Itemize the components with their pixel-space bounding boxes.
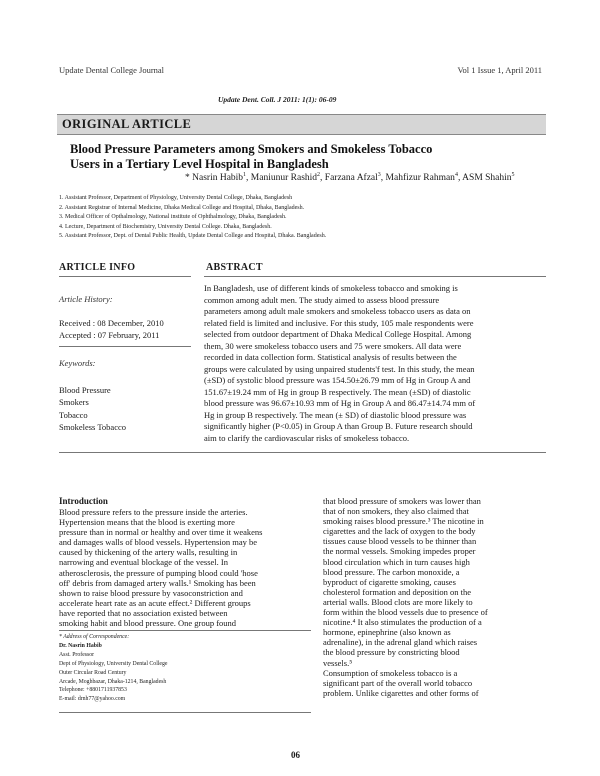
author-name: * Nasrin Habib — [185, 173, 244, 183]
intro-line: byproduct of cigarette smoking, causes — [323, 576, 456, 587]
author-affiliation-mark: 5 — [511, 171, 515, 178]
intro-line: and damages walls of blood vessels. Hypertension may be — [59, 537, 258, 548]
page-number: 06 — [291, 750, 300, 760]
affiliations — [59, 194, 539, 242]
abstract-line: them, 30 were smokeless tobacco users and 75 were smokers. All data were — [204, 340, 462, 351]
title-line-2: Users in a Tertiary Level Hospital in Bangladesh — [70, 157, 329, 171]
correspondence-line: Telephone: +8801711937853 — [59, 687, 127, 694]
correspondence-line: Outer Circular Road Century — [59, 669, 127, 676]
author-separator: , — [246, 173, 251, 183]
section-band — [57, 114, 546, 135]
intro-line: problem. Unlike cigarettes and other forms of — [323, 687, 479, 698]
intro-line: cigarettes and the lack of oxygen to the body — [323, 526, 476, 537]
intro-line: shown to raise blood pressure by vasoconstriction and — [59, 587, 243, 598]
intro-line: form within the blood vessels due to presence of — [323, 607, 488, 618]
intro-line: Hypertension means that the blood is exerting more — [59, 517, 235, 528]
intro-line: that blood pressure of smokers was lower than — [323, 496, 481, 506]
abstract-line: blood pressure was 96.67±10.93 mm of Hg in Group A and 86.47±14.74 mm of — [204, 398, 476, 408]
intro-left-column — [59, 507, 311, 628]
intro-line: smoking habit and blood pressure. One group found — [59, 618, 237, 629]
author-affiliation-mark: 1 — [243, 171, 247, 178]
intro-line: that of non smokers, they also claimed that — [323, 506, 469, 517]
citation: Update Dent. Coll. J 2011: 1(1): 06-09 — [218, 95, 337, 104]
intro-line: nicotine.⁴ It also stimulates the production of a — [323, 617, 482, 628]
correspondence-line: Dept of Physiology, University Dental College — [59, 660, 168, 667]
author-separator: , — [320, 173, 325, 183]
abstract-line: (±SD) of systolic blood pressure was 154.50±26.79 mm of Hg in Group A and — [204, 375, 471, 385]
journal-name: Update Dental College Journal — [59, 65, 165, 75]
abstract-heading: ABSTRACT — [206, 262, 263, 273]
correspondence-line: Arcade, Moghbazar, Dhaka-1214, Bangladesh — [59, 678, 167, 685]
keyword: Blood Pressure — [59, 385, 111, 395]
intro-line: cholesterol formation and deposition on the — [323, 586, 472, 597]
abstract-line: common among adult men. The study aimed to assess blood pressure — [204, 294, 440, 305]
abstract-rule — [204, 276, 546, 277]
keywords-list — [59, 384, 126, 433]
intro-line: have reported that no association existed between — [59, 607, 228, 618]
author-affiliation-mark: 2 — [317, 171, 321, 178]
abstract-line: parameters among adult male smokers and smokeless tobacco users as data on — [204, 306, 471, 316]
author-name: Farzana Afzal — [324, 173, 378, 183]
intro-line: caused by thickening of the artery walls, resulting in — [59, 547, 238, 558]
abstract-line: In Bangladesh, use of different kinds of smokeless tobacco and smoking is — [204, 283, 458, 293]
correspondence-rule — [59, 630, 311, 631]
intro-line: significant part of the overall world tobacco — [323, 677, 473, 688]
author-name: ASM Shahin — [462, 173, 512, 183]
abstract-line: selected from outdoor department of Dhaka Medical College Hospital. Among — [204, 329, 472, 339]
keyword: Smokeless Tobacco — [59, 421, 126, 432]
article-info-heading: ARTICLE INFO — [59, 262, 136, 273]
affiliation-line: 1. Assistant Professor, Department of Physiology, University Dental College, Dhaka, Bangladesh — [59, 195, 293, 201]
correspondence-block — [59, 633, 311, 704]
intro-line: pressure than in normal or healthy and over time it weakens — [59, 527, 263, 538]
authors-line — [185, 172, 515, 184]
abstract-bottom-rule — [59, 452, 546, 453]
affiliation-line: 2. Assistant Registrar of Internal Medicine, Dhaka Medical College and Hospital, Dhaka, Bangladesh. — [59, 204, 305, 211]
author-affiliation-mark: 3 — [377, 171, 381, 178]
abstract-line: related field is limited and inclusive. For this study, 105 male respondents were — [204, 317, 474, 328]
intro-line: blood pressure. The carbon monoxide, a — [323, 566, 460, 577]
intro-line: off' debris from damaged artery walls.¹ Smoking has been — [59, 577, 256, 588]
author-affiliation-mark: 4 — [454, 171, 458, 178]
intro-line: Blood pressure refers to the pressure inside the arteries. — [59, 507, 248, 517]
intro-line: Consumption of smokeless tobacco is a — [323, 667, 458, 678]
intro-line: the blood pressure by constricting blood — [323, 647, 460, 658]
intro-line: atherosclerosis, the pressure of pumping blood could 'hose — [59, 567, 258, 578]
section-band-label: ORIGINAL ARTICLE — [62, 117, 192, 131]
history-label: Article History: — [59, 294, 113, 304]
abstract-text — [204, 283, 542, 444]
intro-line: blood circulation which in turn causes high — [323, 556, 470, 567]
author-separator: , — [380, 173, 386, 183]
intro-line: smoking raises blood pressure.³ The nicotine in — [323, 516, 484, 527]
intro-line: vessels.⁵ — [323, 657, 353, 668]
article-title — [70, 142, 432, 172]
correspondence-name: Dr. Nasrin Habib — [59, 642, 102, 649]
intro-line: narrowing and eventual blockage of the vessel. In — [59, 557, 228, 568]
affiliation-line: 5. Assistant Professor, Dept. of Dental Public Health, Update Dental College and Hospital, Dhaka. Bangladesh. — [59, 233, 327, 240]
intro-line: adrenaline), in the adrenal gland which raises — [323, 637, 478, 648]
author-separator: , — [457, 173, 463, 183]
correspondence-line: Asst. Professor — [59, 651, 95, 658]
keyword: Smokers — [59, 397, 89, 408]
abstract-line: 151.67±19.24 mm of Hg in group B respectively. The mean (±SD) of diastolic — [204, 386, 471, 397]
received-date: Received : 08 December, 2010 — [59, 318, 164, 328]
intro-line: accelerate heart rate as an acute effect.² Different groups — [59, 597, 251, 608]
keywords-label: Keywords: — [59, 358, 96, 368]
affiliation-line: 4. Lecture, Department of Biochemistry, University Dental College. Dhaka, Bangladesh. — [59, 223, 272, 230]
title-line-1: Blood Pressure Parameters among Smokers and Smokeless Tobacco — [70, 142, 433, 156]
intro-line: arterial walls. Blood clots are more likely to — [323, 596, 473, 607]
correspondence-line: E-mail: drnh77@yahoo.com — [59, 696, 126, 703]
author-name: Maniunur Rashid — [250, 173, 318, 183]
intro-heading: Introduction — [59, 496, 108, 506]
abstract-line: Hg in group B respectively. The mean (± SD) of diastolic blood pressure was — [204, 409, 467, 420]
intro-right-column — [323, 496, 541, 698]
correspondence-label: * Address of Correspondence: — [59, 634, 130, 640]
correspondence-bottom-rule — [59, 712, 311, 713]
history-rule — [59, 346, 191, 347]
issue-info: Vol 1 Issue 1, April 2011 — [457, 65, 542, 75]
author-name: Mahfizur Rahman — [385, 173, 455, 183]
abstract-line: groups were calculated by using unpaired students'f test. In this study, the mean — [204, 363, 475, 374]
intro-line: tissues cause blood vessels to be thinner than — [323, 536, 477, 547]
keyword: Tobacco — [59, 409, 88, 420]
affiliation-line: 3. Medical Officer of Opthalmology, National institute of Ophthalmology, Dhaka, Bangladesh. — [59, 214, 287, 221]
article-info-rule — [59, 276, 191, 277]
intro-line: hormone, epinephrine (also known as — [323, 627, 451, 638]
correspondence-details — [59, 651, 311, 704]
abstract-line: aim to clarify the cardiovascular risks of smokeless tobacco. — [204, 432, 410, 443]
intro-line: the normal vessels. Smoking impedes proper — [323, 546, 476, 557]
abstract-line: significantly higher (P<0.05) in Group A than Group B. Future research should — [204, 421, 473, 431]
accepted-date: Accepted : 07 February, 2011 — [59, 330, 160, 340]
abstract-line: recorded in data collection form. Statistical analysis of results between the — [204, 352, 457, 362]
